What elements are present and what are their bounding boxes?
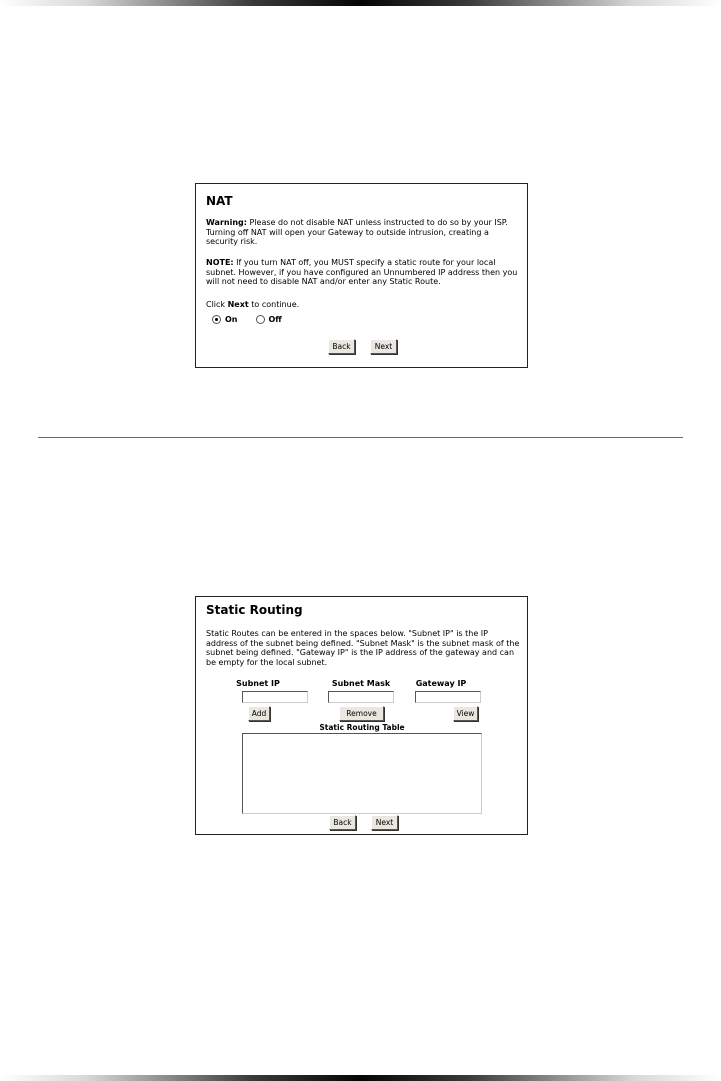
nat-click-next: Next — [227, 300, 249, 309]
nat-note — [206, 258, 520, 287]
nat-off-label[interactable]: Off — [268, 315, 282, 324]
nat-on-radio[interactable] — [212, 315, 221, 324]
nat-back-button[interactable]: Back — [328, 339, 355, 354]
section-divider — [38, 437, 683, 438]
bottom-decorative-bar — [0, 1075, 721, 1081]
nat-click-prefix: Click — [206, 300, 228, 309]
static-routing-table-title: Static Routing Table — [319, 723, 405, 732]
nat-off-radio[interactable] — [256, 315, 265, 324]
subnet-ip-label: Subnet IP — [236, 679, 280, 688]
nat-next-button[interactable]: Next — [370, 339, 397, 354]
nat-title: NAT — [206, 194, 233, 208]
nat-on-label[interactable]: On — [225, 315, 238, 324]
subnet-mask-input[interactable] — [328, 691, 394, 703]
nat-panel — [195, 183, 528, 368]
view-route-button[interactable]: View — [453, 706, 478, 721]
static-routing-panel — [195, 596, 528, 835]
nat-warning-text: Please do not disable NAT unless instructed to do so by your ISP. Turning off NAT will open your Gateway to outside intrusion, creating a security risk. — [206, 218, 508, 246]
remove-route-button[interactable]: Remove — [339, 706, 384, 721]
add-route-button[interactable]: Add — [248, 706, 270, 721]
static-routing-description: Static Routes can be entered in the spaces below. "Subnet IP" is the IP address of the subnet being defined. "Subnet Mask" is the subnet mask of the subnet being defined. "Gateway IP" is the IP address of the gateway and can be empty for the local subnet. — [206, 629, 520, 667]
nat-click-suffix: to continue. — [248, 300, 300, 309]
static-routing-next-button[interactable]: Next — [371, 815, 398, 830]
nat-instruction — [206, 300, 520, 310]
nat-warning-label: Warning: — [206, 218, 247, 227]
static-routing-back-button[interactable]: Back — [329, 815, 356, 830]
subnet-mask-label: Subnet Mask — [331, 679, 391, 688]
nat-note-text: If you turn NAT off, you MUST specify a static route for your local subnet. However, if you have configured an Unnumbered IP address then you will not need to disable NAT and/or enter any Static Route. — [206, 258, 518, 286]
static-routing-title: Static Routing — [206, 603, 303, 617]
nat-note-label: NOTE: — [206, 258, 234, 267]
nat-radio-group — [212, 315, 300, 325]
top-decorative-bar — [0, 0, 721, 6]
static-routing-table[interactable] — [242, 733, 482, 814]
gateway-ip-input[interactable] — [415, 691, 481, 703]
gateway-ip-label: Gateway IP — [415, 679, 467, 688]
nat-warning — [206, 218, 520, 247]
subnet-ip-input[interactable] — [242, 691, 308, 703]
